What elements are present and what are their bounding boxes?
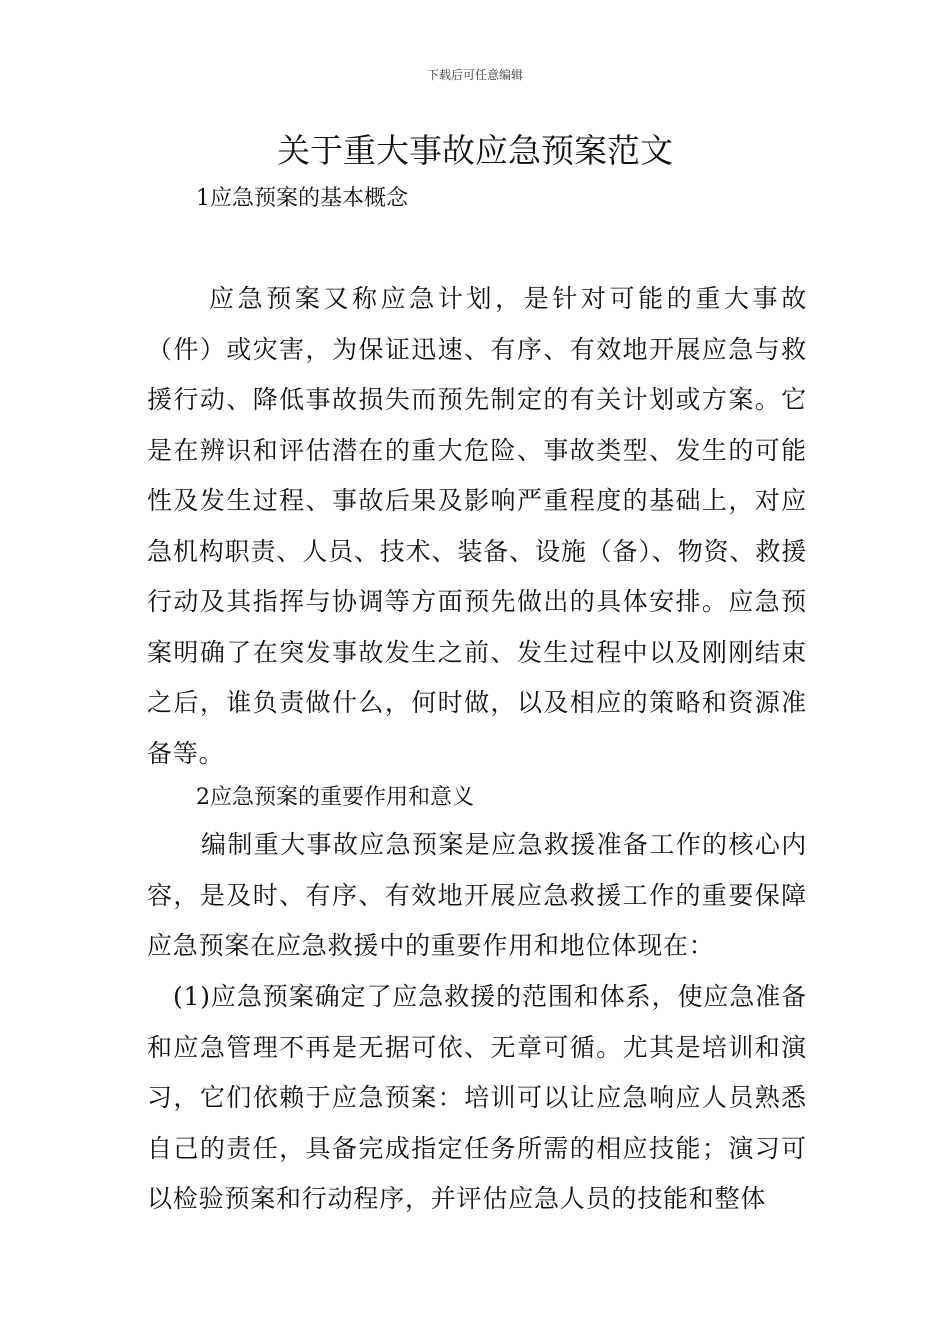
document-title: 关于重大事故应急预案范文 — [277, 131, 673, 170]
section-2-heading: 2应急预案的重要作用和意义 — [196, 785, 474, 810]
section-1-heading: 1应急预案的基本概念 — [196, 186, 408, 211]
section-2-paragraph-2: (1)应急预案确定了应急救援的范围和体系，使应急准备和应急管理不再是无据可依、无章可循。尤其是培训和演习，它们依赖于应急预案：培训可以让应急响应人员熟悉自己的责任，具备完成指定任务所需的相应技能；演习可以检验预案和行动程序，并评估应急人员的技能和整体 — [147, 982, 807, 1213]
header-note: 下载后可任意编辑 — [426, 68, 523, 82]
section-2-paragraph-1: 编制重大事故应急预案是应急救援准备工作的核心内容，是及时、有序、有效地开展应急救援工作的重要保障应急预案在应急救援中的重要作用和地位体现在： — [147, 830, 807, 960]
section-1-paragraph: 应急预案又称应急计划，是针对可能的重大事故（件）或灾害，为保证迅速、有序、有效地开展应急与救援行动、降低事故损失而预先制定的有关计划或方案。它是在辨识和评估潜在的重大危险、事故类型、发生的可能性及发生过程、事故后果及影响严重程度的基础上，对应急机构职责、人员、技术、装备、设施（备）、物资、救援行动及其指挥与协调等方面预先做出的具体安排。应急预案明确了在突发事故发生之前、发生过程中以及刚刚结束之后，谁负责做什么，何时做，以及相应的策略和资源准备等。 — [147, 284, 807, 768]
